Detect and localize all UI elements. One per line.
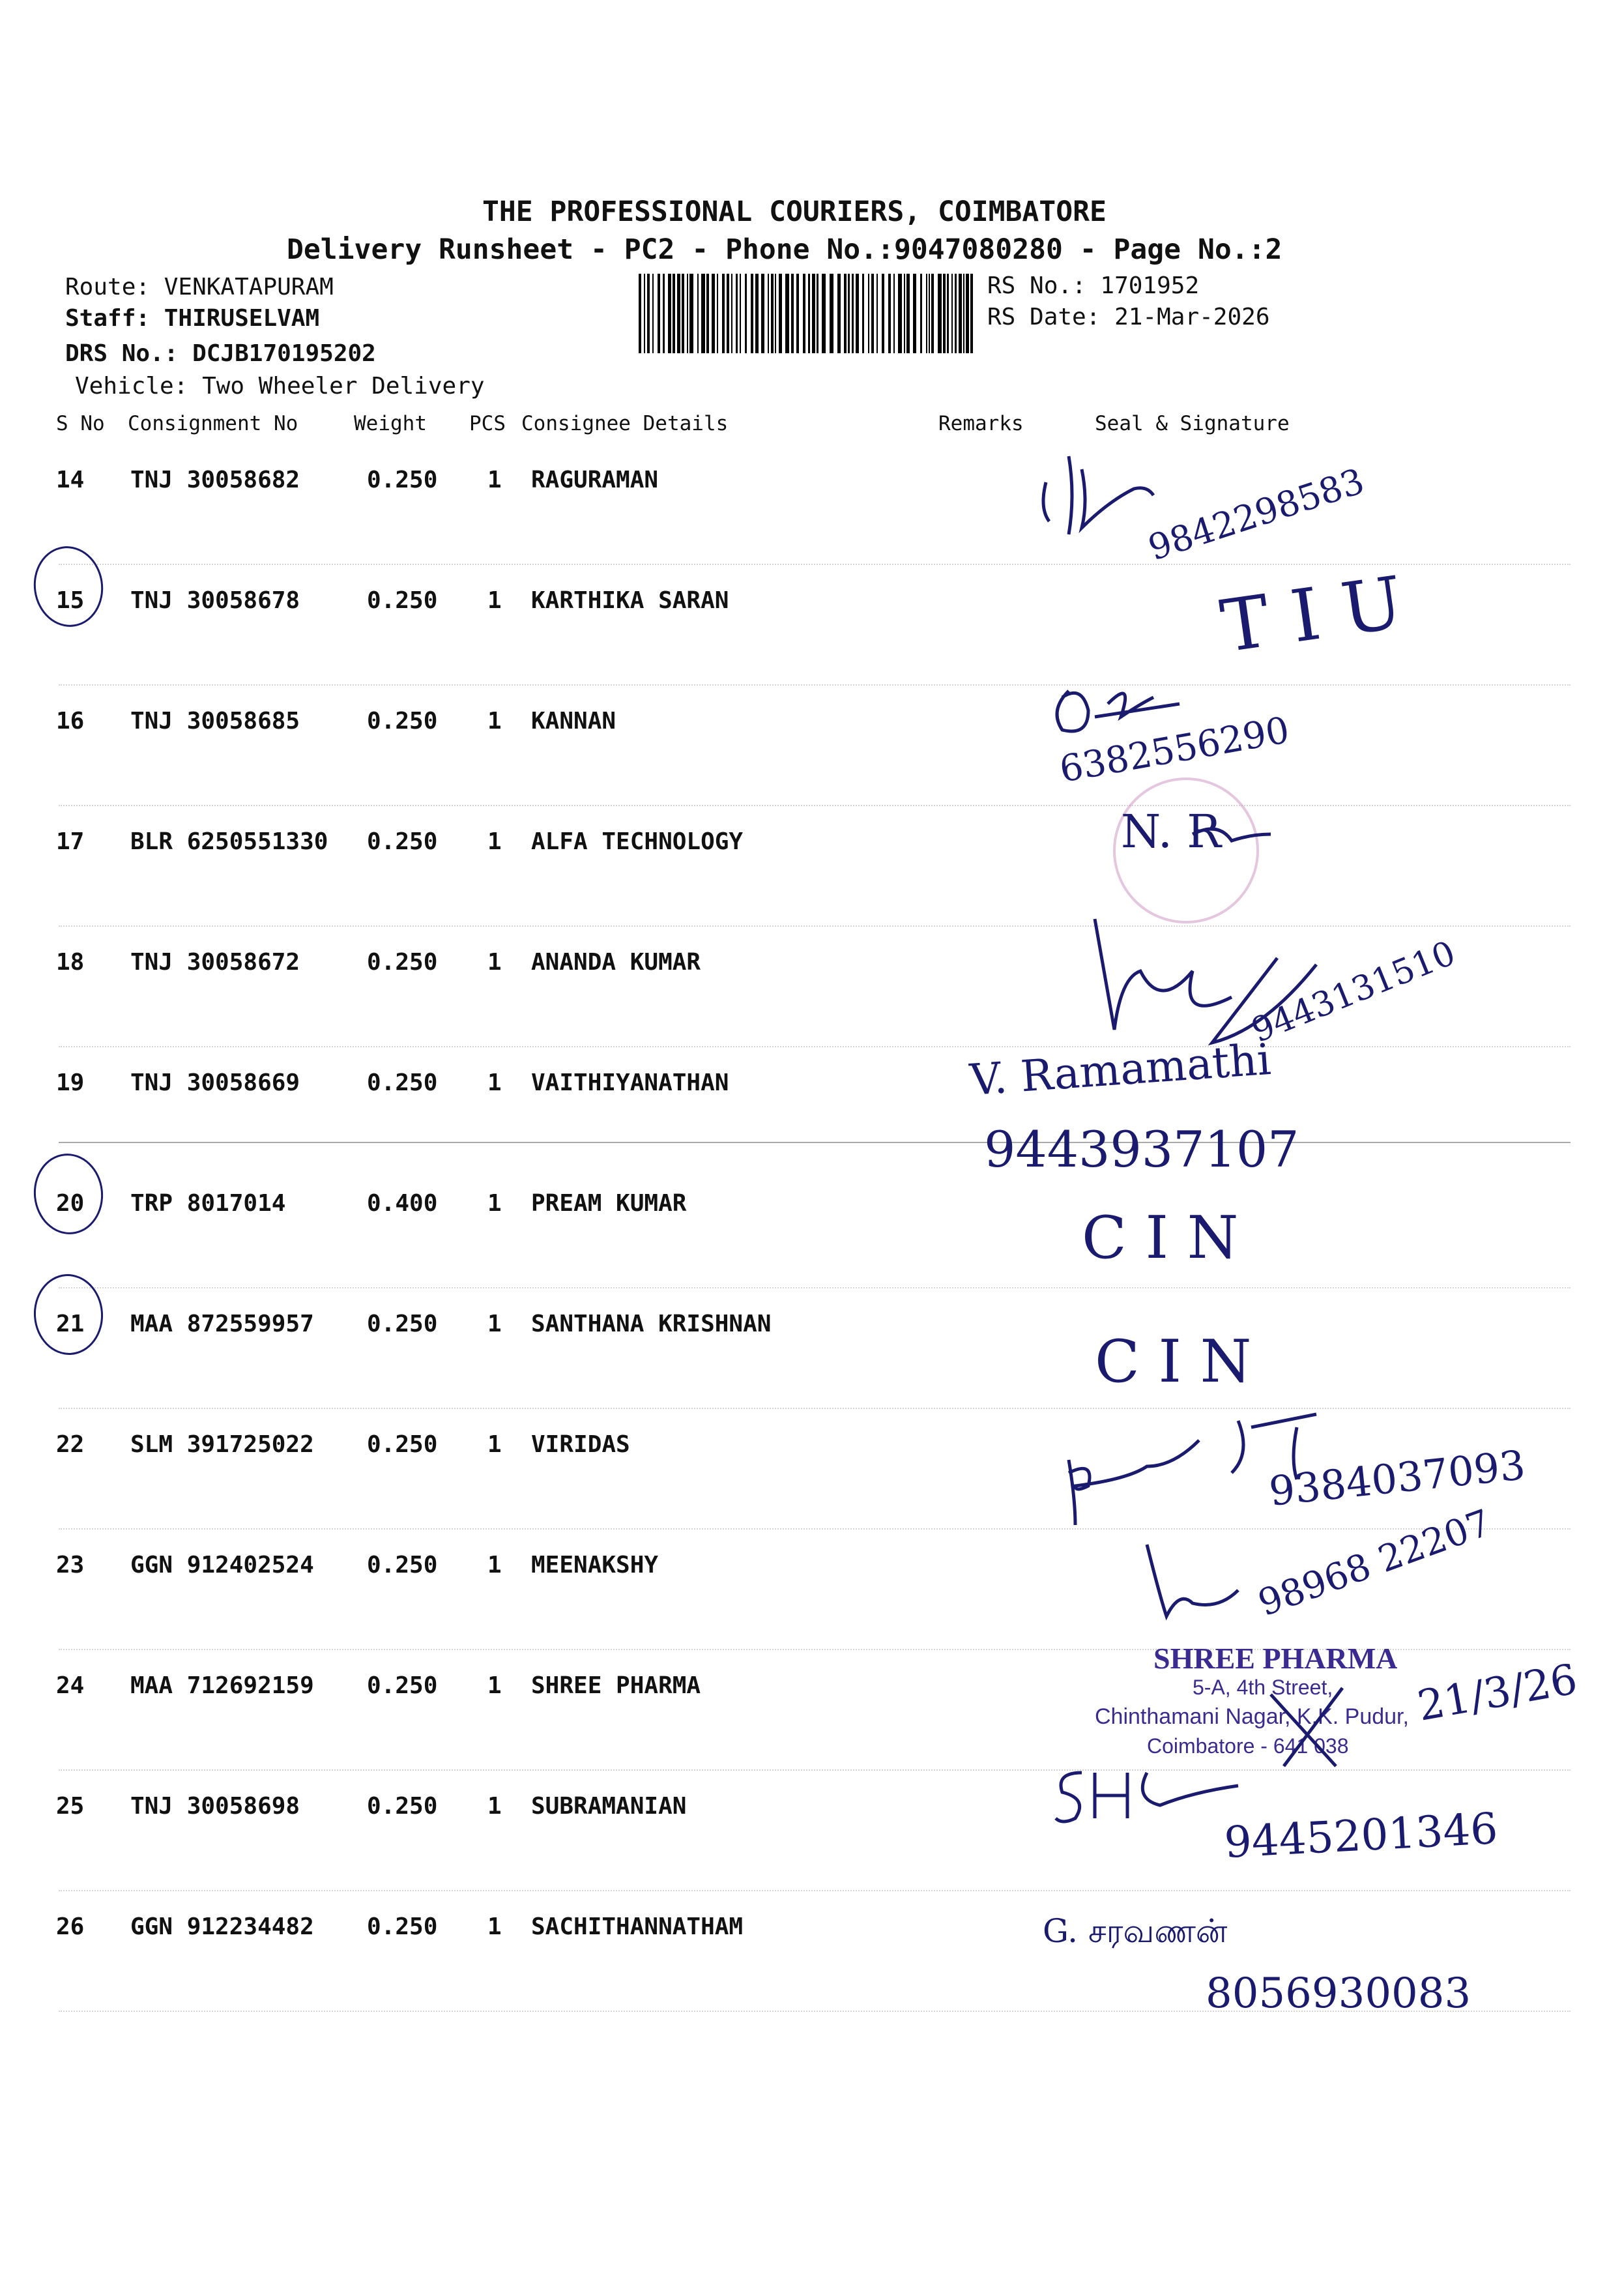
row-consignee: VIRIDAS (531, 1431, 630, 1458)
row-consignee: PREAM KUMAR (531, 1190, 687, 1217)
phone-row-14: 9842298583 (1143, 460, 1369, 569)
row-sno: 25 (56, 1793, 85, 1820)
row-sno: 17 (56, 828, 85, 855)
row-weight: 0.250 (367, 1311, 438, 1337)
name-row-19: V. Ramamathi (968, 1034, 1273, 1105)
vehicle-value: Two Wheeler Delivery (202, 373, 485, 400)
row-pcs: 1 (487, 1069, 502, 1096)
row-weight: 0.250 (367, 587, 438, 614)
rs-date-value: 21-Mar-2026 (1114, 304, 1270, 330)
row-consignment: TNJ 30058682 (130, 467, 300, 493)
signature-row-25 (1056, 1773, 1238, 1822)
row-consignment: TNJ 30058698 (130, 1793, 300, 1820)
signature-row-15 (1057, 691, 1180, 731)
row-consignment: MAA 872559957 (130, 1311, 314, 1337)
row-consignee: MEENAKSHY (531, 1552, 659, 1578)
row-sno: 20 (56, 1190, 85, 1217)
row-consignment: SLM 391725022 (130, 1431, 314, 1458)
row-pcs: 1 (487, 1431, 502, 1458)
row-sno: 16 (56, 708, 85, 734)
name-row-26: G. சரவணன் (1043, 1912, 1228, 1950)
stamp-name: SHREE PHARMA (1153, 1642, 1398, 1675)
row-pcs: 1 (487, 949, 502, 976)
row-consignee: SANTHANA KRISHNAN (531, 1311, 772, 1337)
row-consignee: KARTHIKA SARAN (531, 587, 729, 614)
row-pcs: 1 (487, 587, 502, 614)
row-consignment: TNJ 30058669 (130, 1069, 300, 1096)
row-sno: 23 (56, 1552, 85, 1578)
row-pcs: 1 (487, 467, 502, 493)
row-sno: 18 (56, 949, 85, 976)
row-consignment: TNJ 30058672 (130, 949, 300, 976)
col-seal-signature: Seal & Signature (1095, 412, 1290, 435)
rs-no-label: RS No.: (987, 272, 1086, 299)
stamp-line-2: Chinthamani Nagar, K.K. Pudur, (1095, 1704, 1409, 1729)
phone-row-18: 9443131510 (1246, 933, 1461, 1051)
row-consignee: RAGURAMAN (531, 467, 659, 493)
row-weight: 0.400 (367, 1190, 438, 1217)
row-pcs: 1 (487, 1672, 502, 1699)
row-consignment: GGN 912234482 (130, 1913, 314, 1940)
row-consignment: MAA 712692159 (130, 1672, 314, 1699)
company-title: THE PROFESSIONAL COURIERS, COIMBATORE (482, 196, 1107, 228)
row-weight: 0.250 (367, 1913, 438, 1940)
col-remarks: Remarks (938, 412, 1024, 435)
col-weight: Weight (354, 412, 427, 435)
vehicle-label: Vehicle: (75, 373, 188, 400)
row-consignment: TNJ 30058685 (130, 708, 300, 734)
note-row-21: C I N (1095, 1328, 1252, 1396)
row-sno: 21 (56, 1311, 85, 1337)
row-pcs: 1 (487, 1793, 502, 1820)
row-consignee: ANANDA KUMAR (531, 949, 701, 976)
row-weight: 0.250 (367, 467, 438, 493)
rs-no-value: 1701952 (1100, 272, 1200, 299)
route-label: Route: (65, 274, 151, 300)
route-value: VENKATAPURAM (164, 274, 334, 300)
phone-row-23: 98968 22207 (1253, 1502, 1497, 1625)
row-consignment: TRP 8017014 (130, 1190, 286, 1217)
runsheet-subtitle: Delivery Runsheet - PC2 - Phone No.:9047080280 - Page No.:2 (287, 233, 1282, 266)
stamp-line-1: 5-A, 4th Street, (1193, 1676, 1333, 1699)
initials-row-15: T I U (1215, 560, 1408, 669)
col-sno: S No (56, 412, 105, 435)
row-weight: 0.250 (367, 1431, 438, 1458)
row-sno: 24 (56, 1672, 85, 1699)
row-weight: 0.250 (367, 1552, 438, 1578)
row-sno: 22 (56, 1431, 85, 1458)
row-weight: 0.250 (367, 1672, 438, 1699)
row-consignee: SUBRAMANIAN (531, 1793, 687, 1820)
row-consignment: TNJ 30058678 (130, 587, 300, 614)
row-consignee: KANNAN (531, 708, 616, 734)
phone-row-26: 8056930083 (1206, 1969, 1471, 2018)
row-weight: 0.250 (367, 1069, 438, 1096)
row-consignment: BLR 6250551330 (130, 828, 328, 855)
row-consignee: VAITHIYANATHAN (531, 1069, 729, 1096)
row-sno: 14 (56, 467, 85, 493)
row-sno: 19 (56, 1069, 85, 1096)
row-pcs: 1 (487, 1552, 502, 1578)
rs-date-label: RS Date: (987, 304, 1101, 330)
row-weight: 0.250 (367, 828, 438, 855)
phone-row-25: 9445201346 (1223, 1803, 1499, 1868)
signature-row-14 (1043, 456, 1153, 534)
row-pcs: 1 (487, 1190, 502, 1217)
date-row-24: 21/3/26 (1413, 1655, 1581, 1731)
phone-row-15: 6382556290 (1056, 708, 1293, 791)
initials-row-17: N. R (1121, 805, 1221, 858)
row-weight: 0.250 (367, 708, 438, 734)
staff-value: THIRUSELVAM (164, 305, 320, 332)
stamp-line-3: Coimbatore - 641 038 (1147, 1734, 1349, 1758)
drs-label: DRS No.: (65, 340, 179, 367)
col-consignee: Consignee Details (521, 412, 729, 435)
col-consignment: Consignment No (128, 412, 298, 435)
row-consignee: ALFA TECHNOLOGY (531, 828, 744, 855)
row-weight: 0.250 (367, 949, 438, 976)
row-pcs: 1 (487, 708, 502, 734)
row-weight: 0.250 (367, 1793, 438, 1820)
col-pcs: PCS (469, 412, 506, 435)
row-consignee: SHREE PHARMA (531, 1672, 701, 1699)
note-row-20: C I N (1082, 1204, 1239, 1272)
row-sno: 26 (56, 1913, 85, 1940)
row-pcs: 1 (487, 1311, 502, 1337)
drs-value: DCJB170195202 (192, 340, 376, 367)
row-sno: 15 (56, 587, 85, 614)
row-pcs: 1 (487, 1913, 502, 1940)
staff-label: Staff: (65, 305, 151, 332)
phone-row-22: 9384037093 (1266, 1441, 1528, 1515)
row-pcs: 1 (487, 828, 502, 855)
signature-row-23 (1147, 1545, 1238, 1616)
row-consignment: GGN 912402524 (130, 1552, 314, 1578)
row-consignee: SACHITHANNATHAM (531, 1913, 744, 1940)
phone-row-19: 9443937107 (984, 1120, 1299, 1178)
